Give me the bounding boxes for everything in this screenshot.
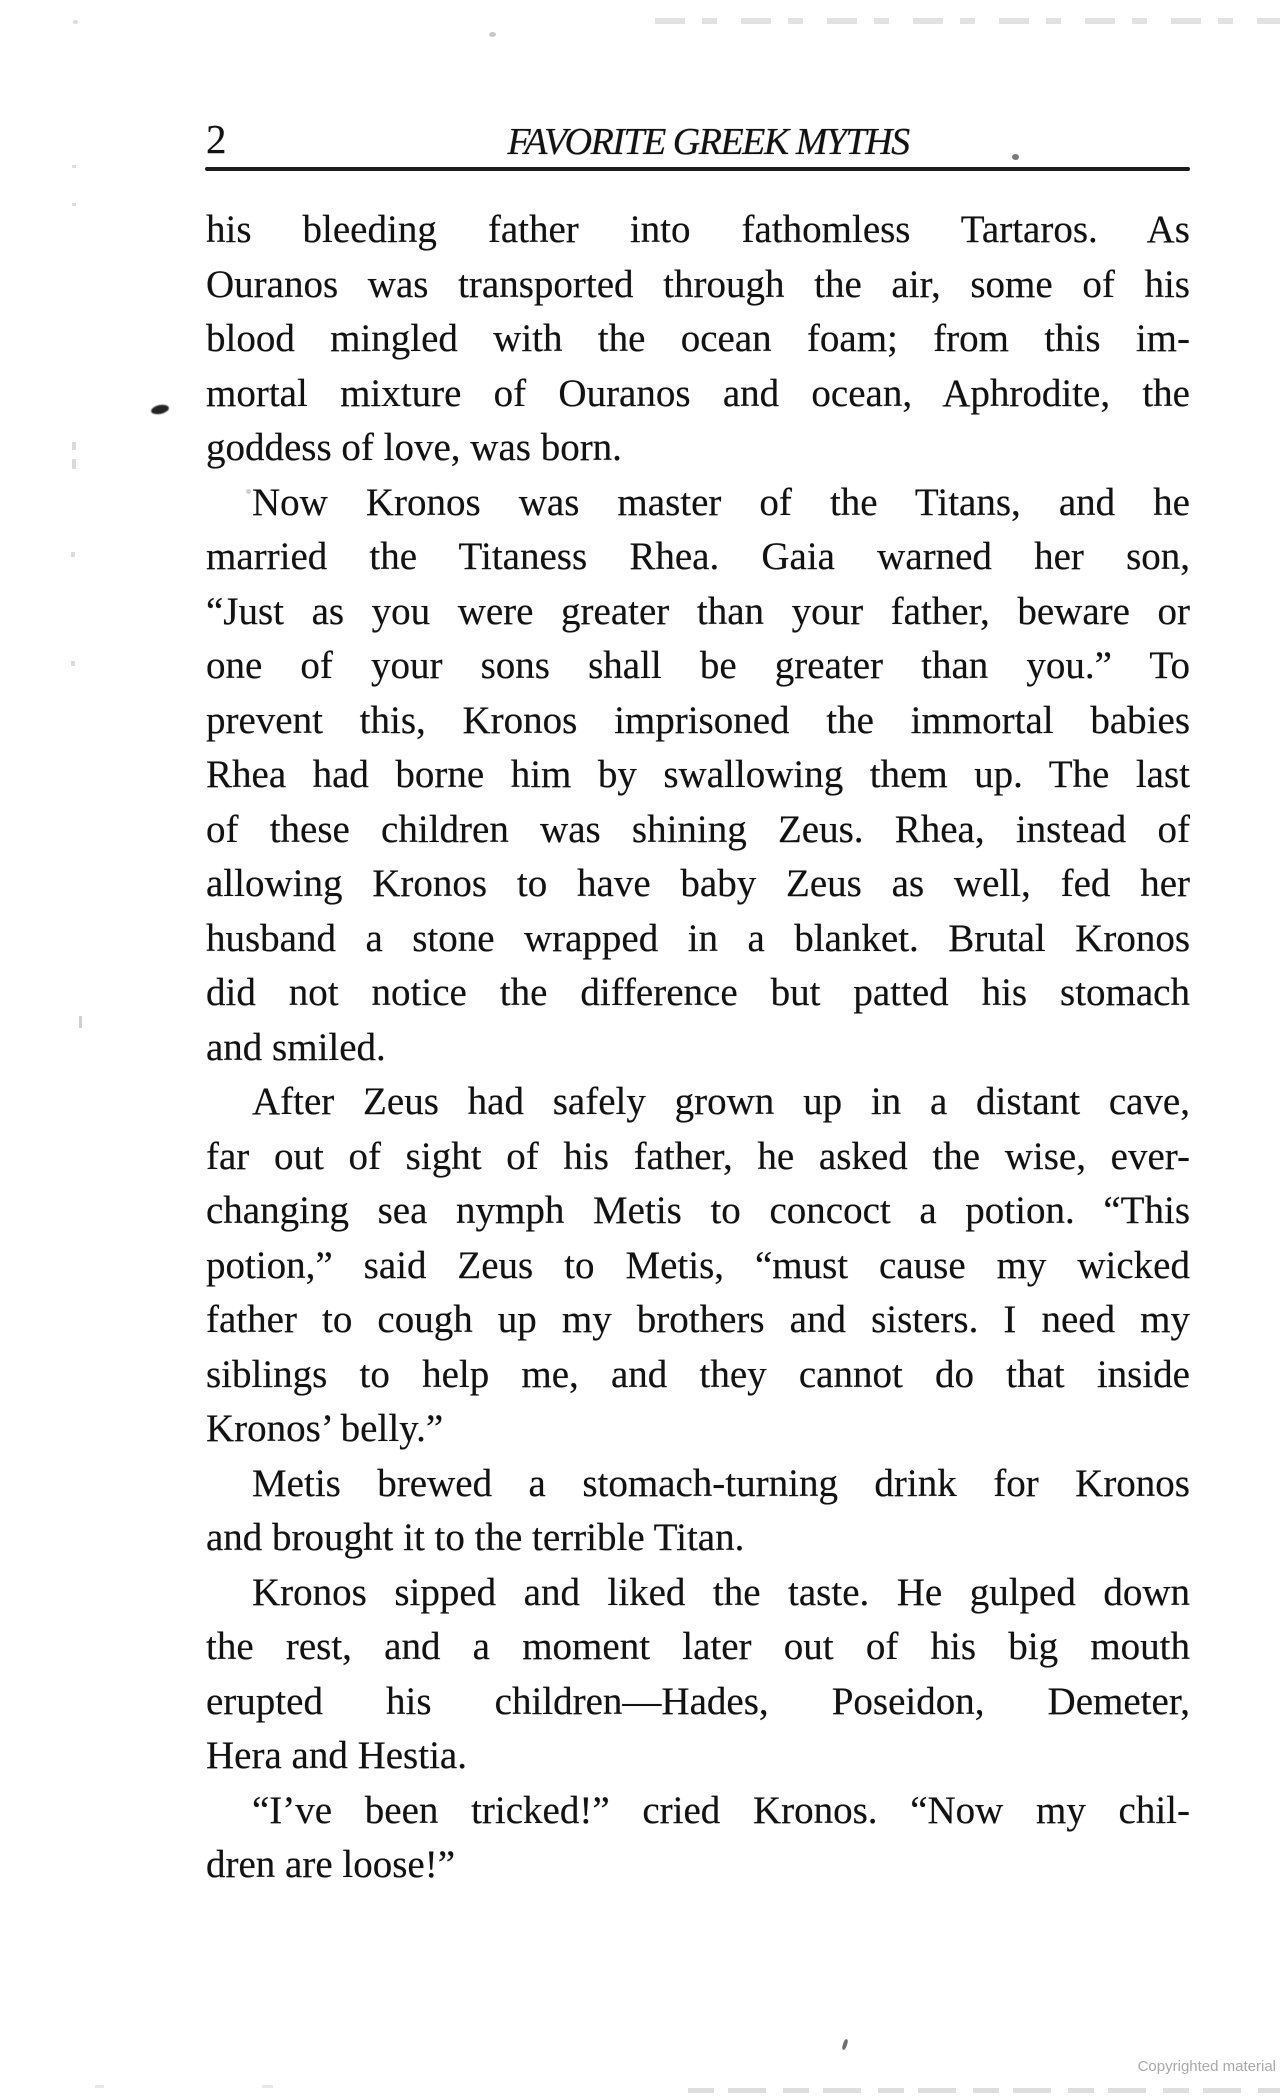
running-title: FAVORITE GREEK MYTHS bbox=[507, 121, 909, 163]
text-line: one of your sons shall be greater than you.” To bbox=[206, 644, 1190, 687]
scan-artifact-speck bbox=[489, 32, 496, 37]
text-line: Ouranos was transported through the air, some of his bbox=[206, 262, 1190, 306]
text-line: erupted his children—Hades, Poseidon, Demeter, bbox=[206, 1679, 1190, 1723]
text-line: goddess of love, was born. bbox=[206, 426, 622, 469]
text-line: changing sea nymph Metis to concoct a potion. “This bbox=[206, 1189, 1190, 1232]
text-line: and brought it to the terrible Titan. bbox=[206, 1516, 745, 1559]
text-line: Metis brewed a stomach-turning drink for Kronos bbox=[252, 1461, 1190, 1505]
text-line: Hera and Hestia. bbox=[206, 1734, 467, 1777]
text-line: dren are loose!” bbox=[206, 1843, 456, 1886]
text-line: his bleeding father into fathomless Tartaros. As bbox=[206, 208, 1190, 251]
scan-artifact-margin-speck bbox=[72, 165, 76, 168]
copyright-watermark: Copyrighted material bbox=[1137, 2058, 1276, 2075]
page-number: 2 bbox=[206, 116, 227, 162]
text-line: “I’ve been tricked!” cried Kronos. “Now my chil- bbox=[252, 1788, 1190, 1832]
scan-artifact-top-dashed-line bbox=[655, 18, 1280, 24]
text-line: the rest, and a moment later out of his big mouth bbox=[206, 1625, 1190, 1668]
text-line: far out of sight of his father, he asked the wise, ever- bbox=[206, 1134, 1190, 1178]
text-line: Rhea had borne him by swallowing them up. The last bbox=[206, 753, 1190, 796]
text-line: Now Kronos was master of the Titans, and he bbox=[252, 480, 1190, 524]
text-line: potion,” said Zeus to Metis, “must cause my wicked bbox=[206, 1243, 1190, 1287]
text-line: married the Titaness Rhea. Gaia warned her son, bbox=[206, 535, 1190, 578]
scan-artifact-margin-speck bbox=[71, 661, 75, 666]
scan-artifact-margin-speck bbox=[71, 552, 75, 557]
scan-artifact-speck bbox=[262, 2085, 273, 2088]
scan-artifact-ink-smudge bbox=[150, 403, 169, 416]
text-line: After Zeus had safely grown up in a distant cave, bbox=[252, 1080, 1190, 1123]
scan-artifact-mark bbox=[841, 2039, 848, 2051]
scan-artifact-margin-speck bbox=[79, 1016, 82, 1028]
scan-artifact-margin-speck bbox=[72, 203, 76, 206]
scan-artifact-margin-speck bbox=[72, 459, 76, 469]
text-line: “Just as you were greater than your father, beware or bbox=[206, 589, 1190, 633]
scan-artifact-speck bbox=[95, 2085, 104, 2088]
text-line: of these children was shining Zeus. Rhea, instead of bbox=[206, 807, 1190, 851]
text-line: did not notice the difference but patted his stomach bbox=[206, 971, 1190, 1014]
text-line: Kronos sipped and liked the taste. He gulped down bbox=[252, 1570, 1190, 1614]
text-line: blood mingled with the ocean foam; from this im- bbox=[206, 317, 1190, 360]
text-line: siblings to help me, and they cannot do that inside bbox=[206, 1352, 1190, 1396]
text-line: Kronos’ belly.” bbox=[206, 1407, 444, 1450]
body-text bbox=[206, 203, 1190, 1893]
scan-artifact-margin-speck bbox=[72, 442, 76, 450]
header-rule bbox=[205, 167, 1190, 171]
text-line: and smiled. bbox=[206, 1025, 386, 1069]
text-line: husband a stone wrapped in a blanket. Brutal Kronos bbox=[206, 916, 1190, 960]
text-line: prevent this, Kronos imprisoned the immortal babies bbox=[206, 698, 1190, 742]
text-line: allowing Kronos to have baby Zeus as well, fed her bbox=[206, 862, 1190, 905]
scan-artifact-bottom-dashed-line bbox=[688, 2088, 1280, 2093]
text-line: mortal mixture of Ouranos and ocean, Aphrodite, the bbox=[206, 371, 1190, 415]
scan-artifact-speck bbox=[73, 20, 78, 24]
text-line: father to cough up my brothers and sisters. I need my bbox=[206, 1298, 1190, 1341]
